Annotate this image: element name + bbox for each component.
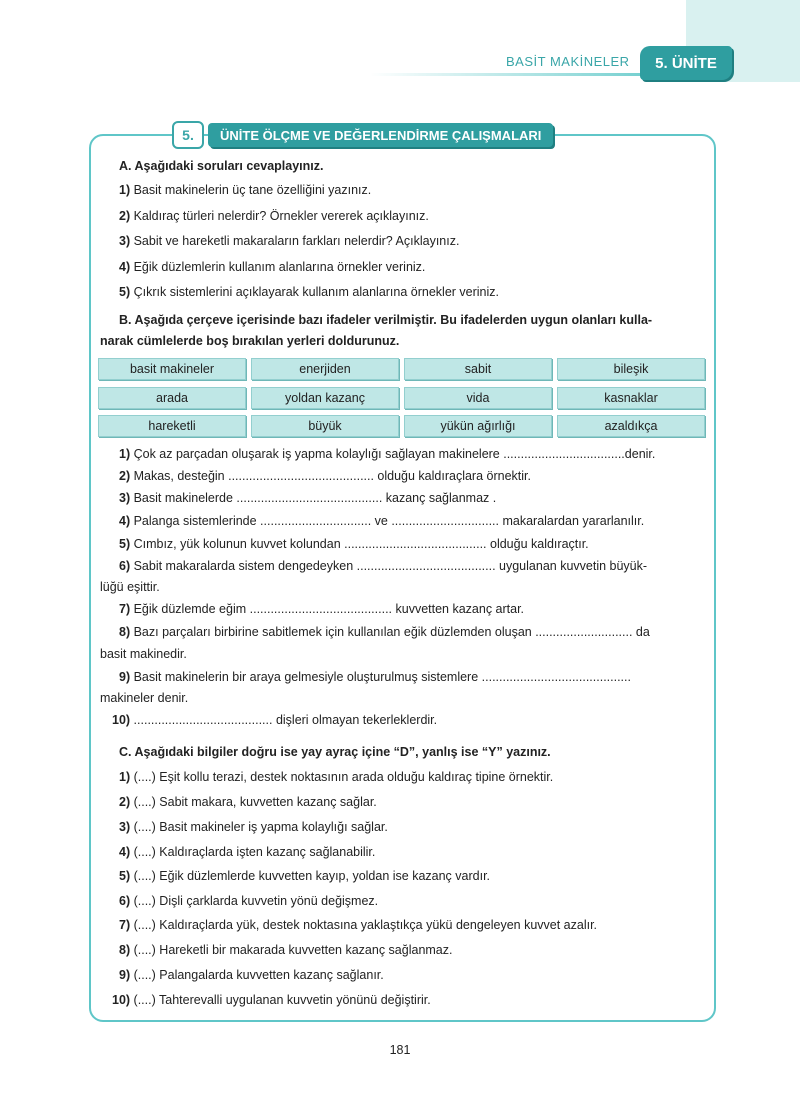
word-box: kasnaklar (557, 387, 705, 409)
item-number: 5) (119, 285, 131, 299)
item-number: 7) (119, 918, 131, 932)
item-number: 5) (119, 537, 131, 551)
section-header (172, 121, 553, 149)
word-box: yükün ağırlığı (404, 415, 552, 437)
part-a-heading: A. Aşağıdaki soruları cevaplayınız. (119, 159, 324, 173)
item-number: 1) (119, 183, 131, 197)
true-false-item (119, 942, 452, 958)
item-text: Palanga sistemlerinde ................................ ve ............................... makaralardan yararlanılır. (130, 514, 645, 528)
word-box: yoldan kazanç (251, 387, 399, 409)
true-false-item (112, 992, 431, 1008)
item-text: (....) Eşit kollu terazi, destek noktasının arada olduğu kaldıraç tipine örnektir. (130, 770, 554, 784)
true-false-item (119, 819, 388, 835)
item-number: 8) (119, 625, 131, 639)
true-false-item (119, 794, 377, 810)
question-item (119, 233, 459, 249)
item-text: Eğik düzlemlerin kullanım alanlarına örnekler veriniz. (130, 260, 426, 274)
item-text: (....) Tahterevalli uygulanan kuvvetin yönünü değiştirir. (130, 993, 431, 1007)
section-title: ÜNİTE ÖLÇME VE DEĞERLENDİRME ÇALIŞMALARI (208, 123, 553, 147)
part-b-heading-line2: narak cümlelerde boş bırakılan yerleri doldurunuz. (100, 334, 400, 348)
item-text: (....) Sabit makara, kuvvetten kazanç sağlar. (130, 795, 377, 809)
item-text: Basit makinelerin bir araya gelmesiyle oluşturulmuş sistemlere ........................................... (130, 670, 631, 684)
item-text: makineler denir. (100, 691, 189, 705)
item-text: Eğik düzlemde eğim ......................................... kuvvetten kazanç artar. (130, 602, 525, 616)
item-text: (....) Hareketli bir makarada kuvvetten kazanç sağlanmaz. (130, 943, 453, 957)
item-number: 10) (112, 993, 131, 1007)
fill-blank-item (100, 579, 160, 595)
item-text: basit makinedir. (100, 647, 187, 661)
item-number: 3) (119, 234, 131, 248)
word-box: arada (98, 387, 246, 409)
fill-blank-item (119, 513, 644, 529)
word-box: azaldıkça (557, 415, 705, 437)
unit-badge: 5. ÜNİTE (640, 46, 732, 80)
fill-blank-item (119, 558, 647, 574)
item-number: 4) (119, 514, 131, 528)
question-item (119, 182, 371, 198)
item-text: ........................................ dişleri olmayan tekerleklerdir. (130, 713, 438, 727)
item-number: 10) (112, 713, 131, 727)
item-text: (....) Kaldıraçlarda yük, destek noktasına yaklaştıkça yükü dengeleyen kuvvet azalır. (130, 918, 598, 932)
fill-blank-item (119, 601, 524, 617)
item-number: 2) (119, 209, 131, 223)
fill-blank-item (100, 646, 187, 662)
item-text: (....) Kaldıraçlarda işten kazanç sağlanabilir. (130, 845, 376, 859)
question-item (119, 284, 499, 300)
item-number: 3) (119, 820, 131, 834)
item-number: 1) (119, 447, 131, 461)
question-item (119, 208, 429, 224)
fill-blank-item (119, 669, 631, 685)
item-text: (....) Eğik düzlemlerde kuvvetten kayıp, yoldan ise kazanç vardır. (130, 869, 491, 883)
section-number: 5. (172, 121, 204, 149)
item-number: 6) (119, 559, 131, 573)
word-box: vida (404, 387, 552, 409)
item-number: 8) (119, 943, 131, 957)
true-false-item (119, 769, 553, 785)
item-number: 5) (119, 869, 131, 883)
true-false-item (119, 893, 378, 909)
part-b-heading-line1: B. Aşağıda çerçeve içerisinde bazı ifadeler verilmiştir. Bu ifadelerden uygun olanları kulla- (119, 313, 653, 327)
item-text: Basit makinelerin üç tane özelliğini yazınız. (130, 183, 372, 197)
item-number: 9) (119, 968, 131, 982)
word-box: sabit (404, 358, 552, 380)
word-box: enerjiden (251, 358, 399, 380)
question-item (119, 259, 425, 275)
item-number: 4) (119, 260, 131, 274)
fill-blank-item (119, 490, 496, 506)
item-text: Bazı parçaları birbirine sabitlemek için kullanılan eğik düzlemden oluşan ............................ da (130, 625, 650, 639)
item-text: (....) Dişli çarklarda kuvvetin yönü değişmez. (130, 894, 379, 908)
item-number: 9) (119, 670, 131, 684)
part-c-heading: C. Aşağıdaki bilgiler doğru ise yay ayraç içine “D”, yanlış ise “Y” yazınız. (119, 745, 551, 759)
fill-blank-item (119, 624, 650, 640)
item-number: 4) (119, 845, 131, 859)
item-text: Sabit ve hareketli makaraların farkları nelerdir? Açıklayınız. (130, 234, 460, 248)
true-false-item (119, 844, 375, 860)
item-text: Cımbız, yük kolunun kuvvet kolundan ......................................... olduğu kaldıraçtır. (130, 537, 589, 551)
true-false-item (119, 868, 490, 884)
fill-blank-item (119, 468, 531, 484)
fill-blank-item (119, 536, 589, 552)
item-number: 7) (119, 602, 131, 616)
word-box: basit makineler (98, 358, 246, 380)
true-false-item (119, 917, 597, 933)
fill-blank-item (112, 712, 437, 728)
chapter-title: BASİT MAKİNELER (506, 54, 630, 69)
item-text: Kaldıraç türleri nelerdir? Örnekler vererek açıklayınız. (130, 209, 429, 223)
item-number: 3) (119, 491, 131, 505)
fill-blank-item (119, 446, 655, 462)
item-text: Çıkrık sistemlerini açıklayarak kullanım alanlarına örnekler veriniz. (130, 285, 500, 299)
word-box: bileşik (557, 358, 705, 380)
item-text: (....) Basit makineler iş yapma kolaylığı sağlar. (130, 820, 388, 834)
item-number: 2) (119, 469, 131, 483)
word-box: büyük (251, 415, 399, 437)
item-text: (....) Palangalarda kuvvetten kazanç sağlanır. (130, 968, 384, 982)
item-number: 6) (119, 894, 131, 908)
page-number: 181 (389, 1043, 411, 1057)
true-false-item (119, 967, 384, 983)
item-text: Makas, desteğin .......................................... olduğu kaldıraçlara örnektir. (130, 469, 531, 483)
item-text: lüğü eşittir. (100, 580, 160, 594)
item-text: Basit makinelerde .......................................... kazanç sağlanmaz . (130, 491, 497, 505)
fill-blank-item (100, 690, 188, 706)
item-number: 1) (119, 770, 131, 784)
item-text: Sabit makaralarda sistem dengedeyken ........................................ uygulanan kuvvetin büyük- (130, 559, 648, 573)
item-number: 2) (119, 795, 131, 809)
word-box: hareketli (98, 415, 246, 437)
item-text: Çok az parçadan oluşarak iş yapma kolaylığı sağlayan makinelere ...................................denir. (130, 447, 656, 461)
